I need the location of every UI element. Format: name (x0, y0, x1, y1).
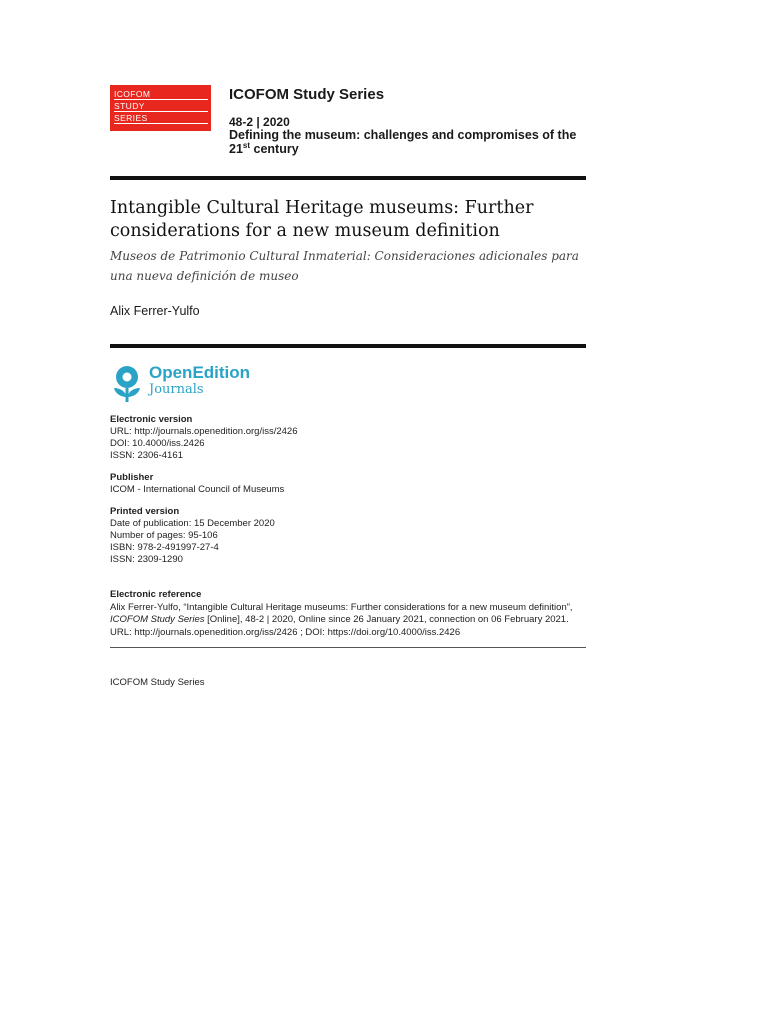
openedition-name: OpenEdition (149, 363, 251, 382)
printed-version-block (110, 506, 586, 566)
printed-issn: ISSN: 2309-1290 (110, 554, 183, 565)
article-subtitle: Museos de Patrimonio Cultural Inmaterial: Consideraciones adicionales para una nueva definición de museo (110, 249, 579, 283)
electronic-reference-journal: ICOFOM Study Series (110, 614, 205, 625)
electronic-reference-part2: [Online], 48-2 | 2020, Online since 26 January 2021, connection on 06 February 2021. URL: http://journals.openedition.org/iss/2426 ; DOI: https://doi.org/10.4000/iss.2426 (110, 614, 569, 638)
logo-line: STUDY (114, 101, 208, 112)
logo-line: ICOFOM (114, 89, 208, 100)
issue-title-main: Defining the museum: challenges and compromises of the 21 (229, 128, 577, 156)
openedition-flower-icon (110, 364, 144, 404)
electronic-version-block (110, 414, 586, 462)
electronic-reference-block (110, 589, 586, 639)
issue-number: 48-2 | 2020 (229, 115, 290, 129)
divider-middle (110, 344, 586, 348)
footer-journal-name: ICOFOM Study Series (110, 677, 205, 688)
electronic-reference-part1: Alix Ferrer-Yulfo, “Intangible Cultural Heritage museums: Further considerations for a new museum definition”, (110, 601, 573, 613)
article-author: Alix Ferrer-Yulfo (110, 304, 200, 318)
printed-date: Date of publication: 15 December 2020 (110, 518, 275, 529)
printed-pages: Number of pages: 95-106 (110, 530, 218, 541)
electronic-reference-heading: Electronic reference (110, 589, 202, 600)
logo-line: SERIES (114, 113, 208, 124)
icofom-logo (110, 85, 211, 131)
printed-version-heading: Printed version (110, 506, 180, 517)
electronic-version-doi[interactable]: DOI: 10.4000/iss.2426 (110, 438, 205, 449)
publisher-heading: Publisher (110, 472, 154, 483)
electronic-version-heading: Electronic version (110, 414, 193, 425)
issue-title-end: century (250, 142, 299, 156)
openedition-subtitle: Journals (149, 382, 204, 397)
electronic-version-issn: ISSN: 2306-4161 (110, 450, 183, 461)
divider-bottom (110, 647, 586, 648)
electronic-version-url[interactable]: URL: http://journals.openedition.org/iss/2426 (110, 426, 298, 437)
publisher-block (110, 472, 586, 496)
issue-title (229, 128, 589, 156)
printed-isbn: ISBN: 978-2-491997-27-4 (110, 542, 219, 553)
publisher-name: ICOM - International Council of Museums (110, 484, 285, 495)
issue-title-sup: st (242, 140, 251, 150)
article-title: Intangible Cultural Heritage museums: Further considerations for a new museum definition (110, 198, 534, 241)
divider-top (110, 176, 586, 180)
journal-name: ICOFOM Study Series (229, 86, 385, 103)
